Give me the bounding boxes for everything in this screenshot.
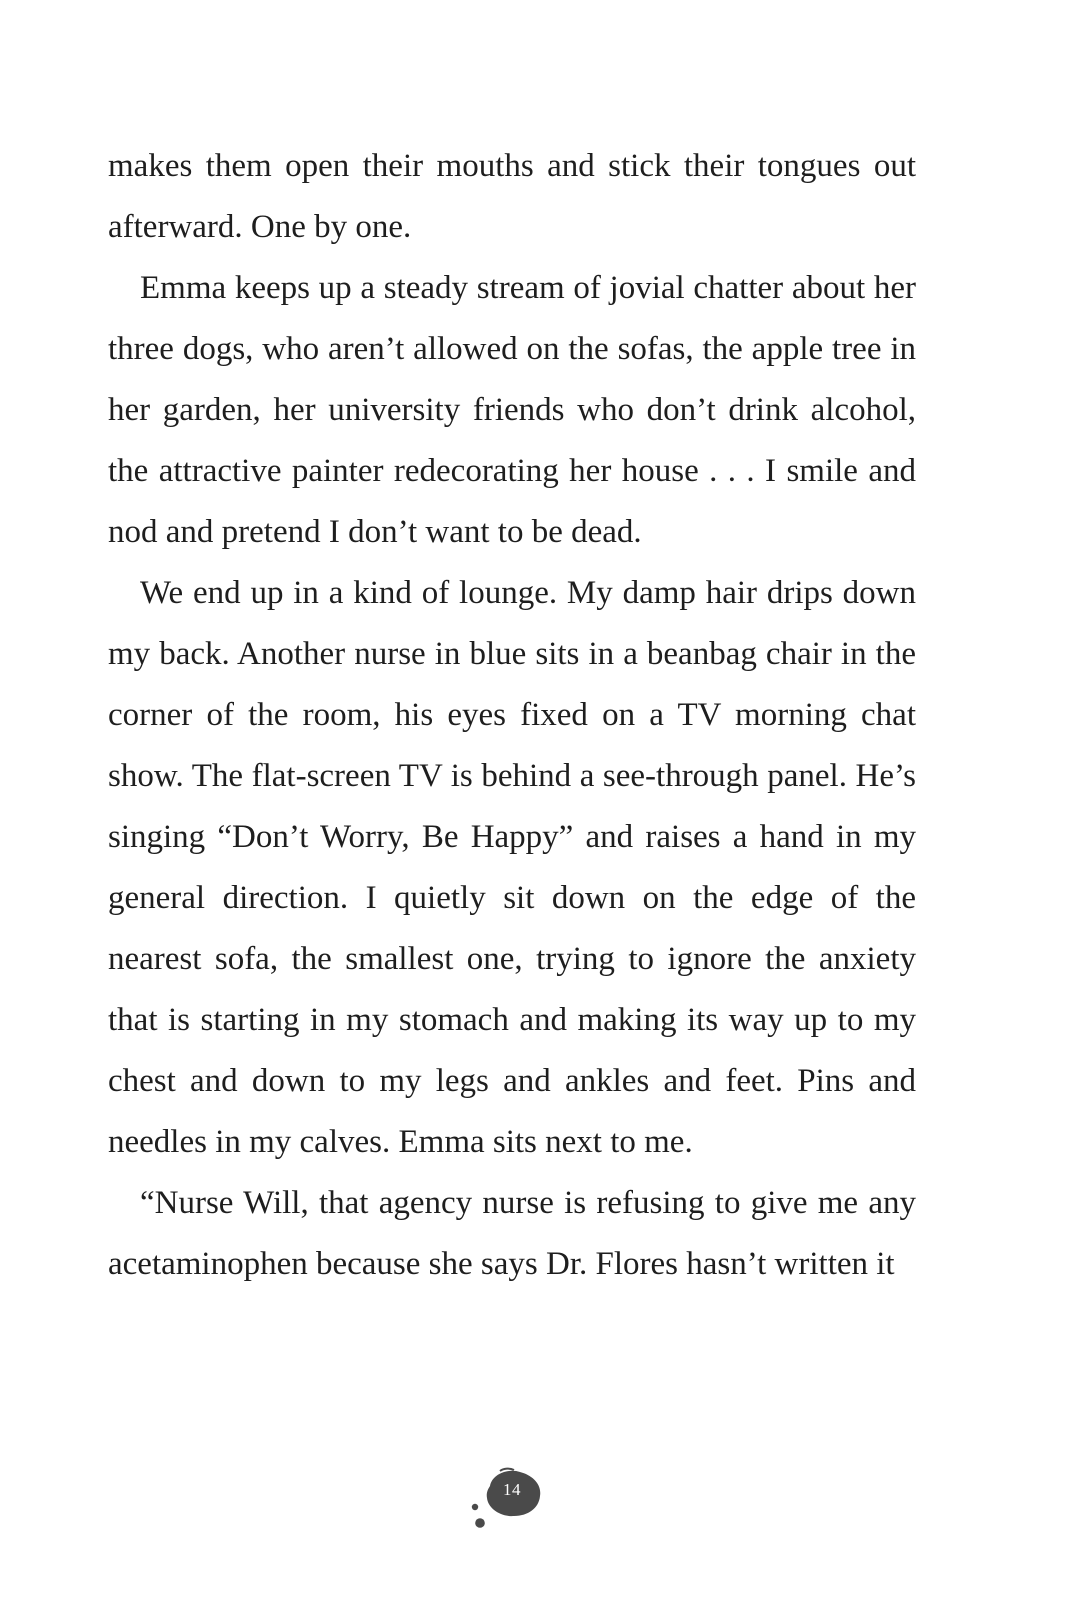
paragraph-continuation: makes them open their mouths and stick their tongues out afterward. One by one. bbox=[108, 148, 916, 245]
paragraph-emma-chatter: Emma keeps up a steady stream of jovial chatter about her three dogs, who aren’t allowed on the sofas, the apple tree in her garden, her university friends who don’t drink alcohol, the attractive painter redecorating her house . . . I smile and nod and pretend I don’t want to be dead. bbox=[108, 270, 916, 550]
paragraph-nurse-will: “Nurse Will, that agency nurse is refusing to give me any acetaminophen because she says Dr. Flores hasn’t written it bbox=[108, 1185, 916, 1282]
ink-blot-icon bbox=[470, 1462, 550, 1542]
paragraph-lounge: We end up in a kind of lounge. My damp hair drips down my back. Another nurse in blue sits in a beanbag chair in the corner of the room, his eyes fixed on a TV morning chat show. The flat-screen TV is behind a see-through panel. He’s singing “Don’t Worry, Be Happy” and raises a hand in my general direction. I quietly sit down on the edge of the nearest sofa, the smallest one, trying to ignore the anxiety that is starting in my stomach and making its way up to my chest and down to my legs and ankles and feet. Pins and needles in my calves. Emma sits next to me. bbox=[108, 575, 916, 1160]
body-text bbox=[108, 136, 916, 1295]
page-number: 14 bbox=[503, 1480, 521, 1499]
page-number-badge bbox=[470, 1462, 550, 1542]
